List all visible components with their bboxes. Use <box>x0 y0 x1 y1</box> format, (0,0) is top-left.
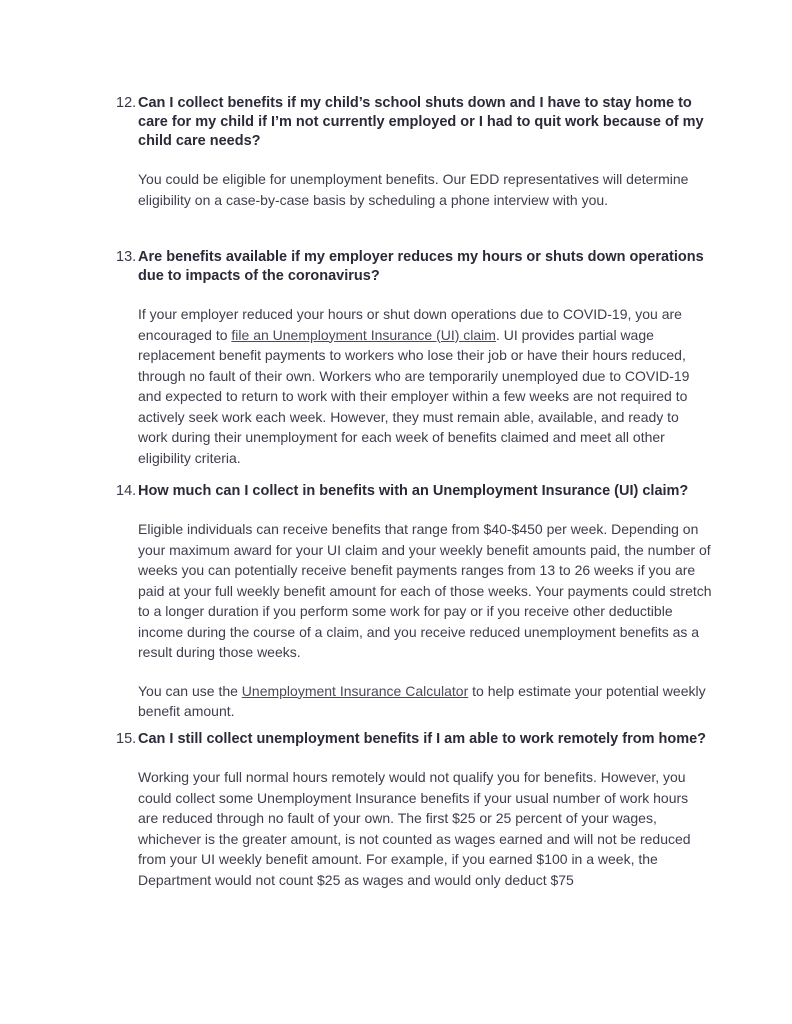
answer-text-after-link: . UI provides partial wage replacement benefit payments to workers who lose their job or have their hours reduced, through no fault of their own. Workers who are temporarily unemployed due to COVID-19 and expected to return to work with their employer within a few weeks are not required to actively seek work each week. However, they must remain able, available, and ready to work during their unemployment for each week of benefits claimed and meet all other eligibility criteria. <box>138 326 690 466</box>
answer-paragraph: You could be eligible for unemployment benefits. Our EDD representatives will determine eligibility on a case-by-case basis by scheduling a phone interview with you. <box>138 171 689 208</box>
ui-calculator-link[interactable]: Unemployment Insurance Calculator <box>241 682 469 699</box>
question-text: Are benefits available if my employer reduces my hours or shuts down operations due to impacts of the coronavirus? <box>138 249 704 284</box>
answer-text-before-link: If your employer reduced your hours or shut down operations due to COVID-19, you are encouraged to <box>138 306 682 343</box>
answer-paragraph: Eligible individuals can receive benefits that range from $40-$450 per week. Depending on your maximum award for your UI claim and your weekly benefit amounts paid, the number of weeks you can potentially receive benefit payments ranges from 13 to 26 weeks if you are paid at your full weekly benefit amount for each of those weeks. Your payments could stretch to a longer duration if you perform some work for pay or if you receive other deductible income during the course of a claim, and you receive reduced unemployment benefits as a result during those weeks. <box>138 521 712 660</box>
question-row <box>116 248 712 286</box>
question-row <box>116 482 712 501</box>
question-row <box>116 94 712 151</box>
question-text: Can I still collect unemployment benefits if I am able to work remotely from home? <box>138 731 707 747</box>
faq-item-13 <box>116 248 712 468</box>
answer-text-before-link: You can use the <box>138 682 242 699</box>
file-ui-claim-link[interactable]: file an Unemployment Insurance (UI) claim <box>231 326 496 343</box>
question-row <box>116 730 712 749</box>
question-number: 15. <box>116 731 137 747</box>
question-text: Can I collect benefits if my child’s school shuts down and I have to stay home to care for my child if I’m not currently employed or I had to quit work because of my child care needs? <box>138 95 704 149</box>
faq-item-14 <box>116 482 712 722</box>
answer-paragraph: Working your full normal hours remotely would not qualify you for benefits. However, you could collect some Unemployment Insurance benefits if your usual number of work hours are reduced through no fault of your own. The first $25 or 25 percent of your wages, whichever is the greater amount, is not counted as wages earned and will not be reduced from your UI weekly benefit amount. For example, if you earned $100 in a week, the Department would not count $25 as wages and would only deduct $75 <box>138 769 691 888</box>
answer-paragraph-2 <box>138 681 712 722</box>
question-number: 14. <box>116 483 137 499</box>
question-number: 12. <box>116 95 137 111</box>
faq-item-12 <box>116 94 712 210</box>
answer-paragraph <box>138 304 712 468</box>
question-number: 13. <box>116 249 137 265</box>
answer-text-after-link: to help estimate your potential weekly benefit amount. <box>138 682 706 719</box>
question-text: How much can I collect in benefits with an Unemployment Insurance (UI) claim? <box>138 483 689 499</box>
faq-item-15 <box>116 730 712 890</box>
